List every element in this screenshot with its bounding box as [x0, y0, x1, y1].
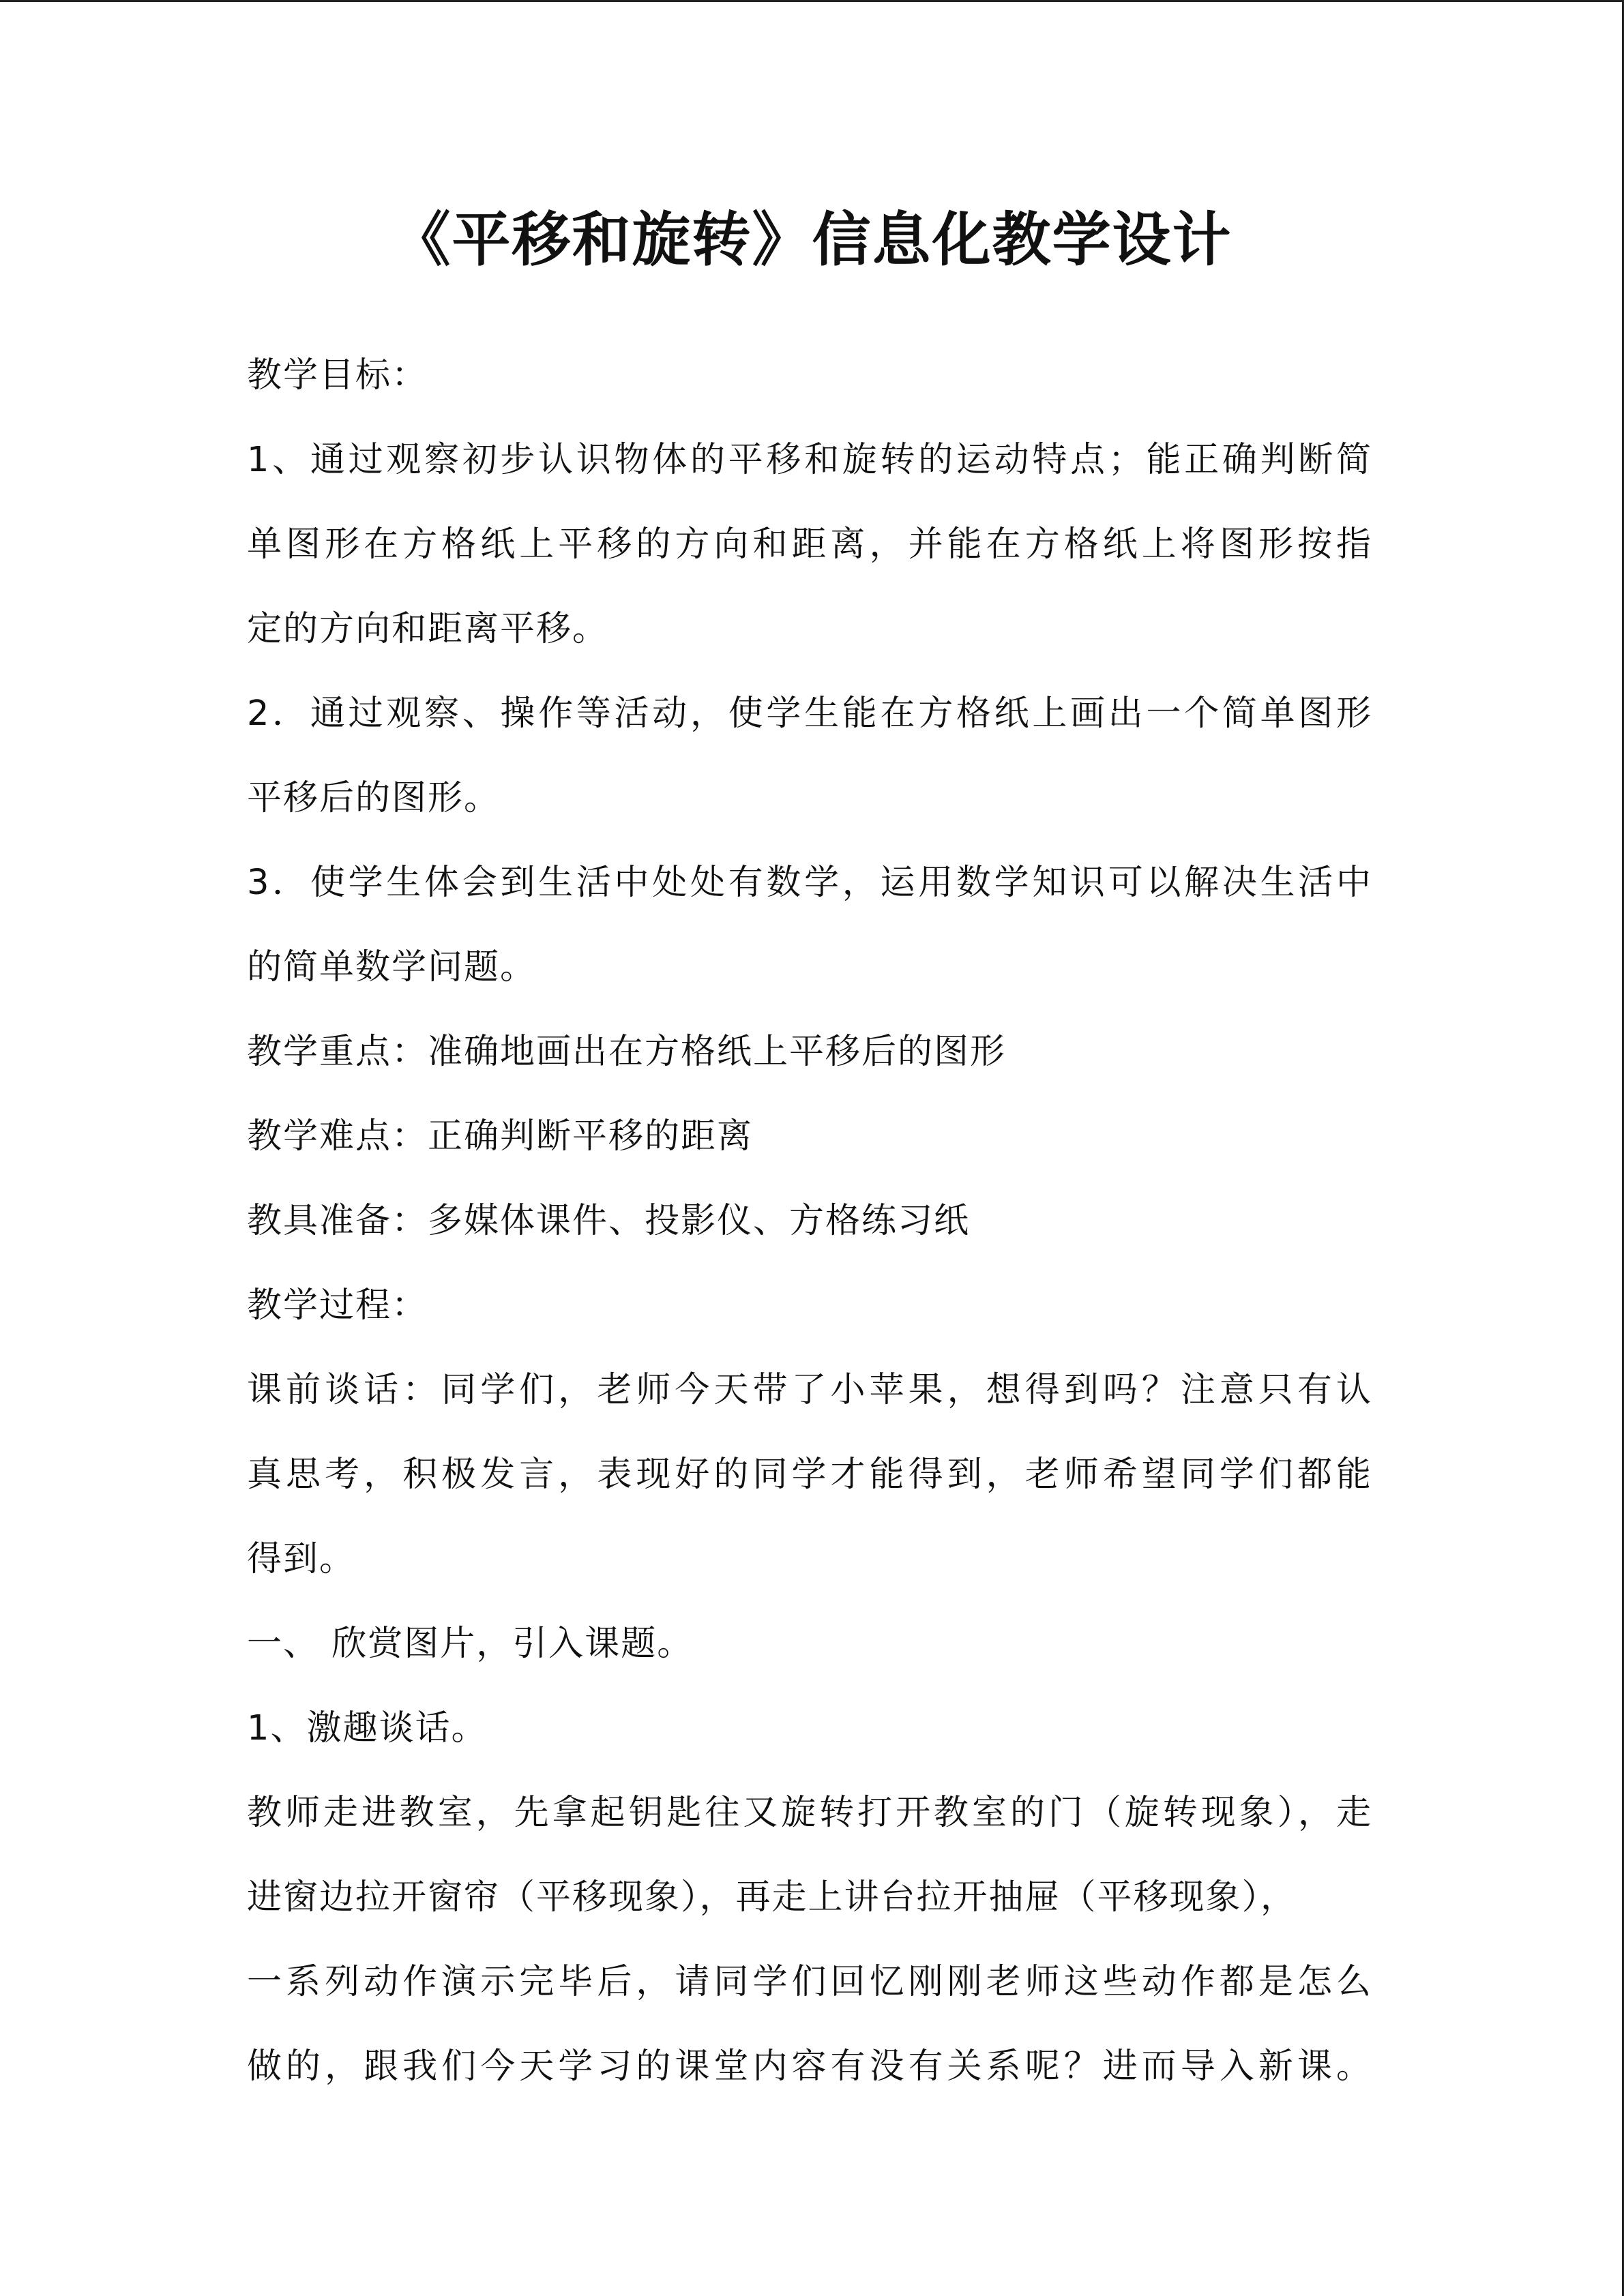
key-point: 教学重点：准确地画出在方格纸上平移后的图形	[247, 1032, 1007, 1072]
goal-3-line-1: 3．使学生体会到生活中处处有数学，运用数学知识可以解决生活中	[247, 863, 1372, 903]
step-1-paragraph-line-3: 一系列动作演示完毕后，请同学们回忆刚刚老师这些动作都是怎么	[247, 1962, 1372, 2002]
goal-1-line-1: 1、通过观察初步认识物体的平移和旋转的运动特点；能正确判断简	[247, 440, 1372, 480]
teaching-process-heading: 教学过程：	[247, 1285, 428, 1326]
step-1-paragraph-line-2: 进窗边拉开窗帘（平移现象），再走上讲台拉开抽屉（平移现象），	[247, 1877, 1297, 1918]
teaching-goals-heading: 教学目标：	[247, 355, 428, 396]
document-title: 《平移和旋转》信息化教学设计	[392, 206, 1232, 274]
page-border-top	[0, 0, 1624, 2]
teaching-aids: 教具准备：多媒体课件、投影仪、方格练习纸	[247, 1201, 971, 1241]
goal-1-line-2: 单图形在方格纸上平移的方向和距离，并能在方格纸上将图形按指	[247, 524, 1372, 565]
goal-3-line-2: 的简单数学问题。	[247, 947, 537, 987]
goal-1-line-3: 定的方向和距离平移。	[247, 609, 609, 649]
pre-class-talk-line-3: 得到。	[247, 1539, 356, 1579]
goal-2-line-1: 2．通过观察、操作等活动，使学生能在方格纸上画出一个简单图形	[247, 694, 1372, 734]
difficult-point: 教学难点：正确判断平移的距离	[247, 1116, 754, 1157]
pre-class-talk-line-1: 课前谈话：同学们，老师今天带了小苹果，想得到吗？注意只有认	[247, 1370, 1372, 1410]
goal-2-line-2: 平移后的图形。	[247, 778, 501, 818]
section-1-heading: 一、 欣赏图片，引入课题。	[247, 1624, 694, 1664]
pre-class-talk-line-2: 真思考，积极发言，表现好的同学才能得到，老师希望同学们都能	[247, 1455, 1372, 1495]
step-1-paragraph-line-4: 做的，跟我们今天学习的课堂内容有没有关系呢？进而导入新课。	[247, 2046, 1372, 2087]
step-1-paragraph-line-1: 教师走进教室，先拿起钥匙往又旋转打开教室的门（旋转现象），走	[247, 1793, 1372, 1833]
section-1-step-1: 1、激趣谈话。	[247, 1708, 488, 1748]
